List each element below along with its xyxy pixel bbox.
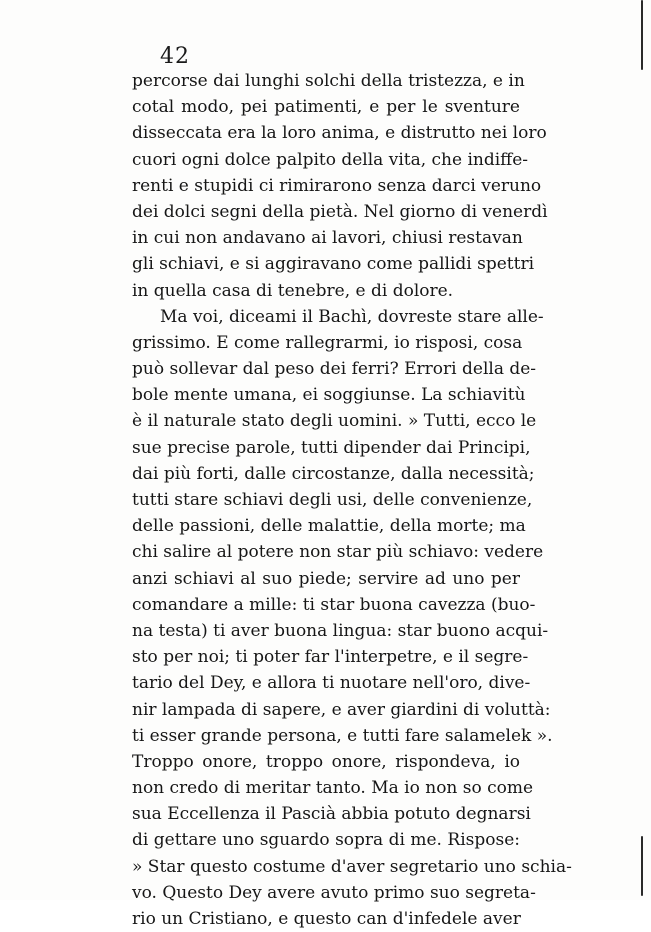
text-line: delle passioni, delle malattie, della morte; ma: [132, 516, 526, 537]
body-text: [132, 68, 572, 932]
text-line: ti esser grande persona, e tutti fare salamelek ».: [132, 725, 553, 746]
text-line: tario del Dey, e allora ti nuotare nell'oro, dive-: [132, 673, 531, 694]
text-line: cuori ogni dolce palpito della vita, che indiffe-: [132, 149, 529, 170]
text-line: rio un Cristiano, e questo can d'infedele aver: [132, 909, 521, 929]
text-line: comandare a mille: ti star buona cavezza (buo-: [132, 594, 536, 615]
text-line: anzi schiavi al suo piede; servire ad uno per: [132, 568, 520, 589]
text-line: gli schiavi, e si aggiravano come pallidi spettri: [132, 254, 535, 275]
text-line: non credo di meritar tanto. Ma io non so come: [132, 778, 534, 799]
text-line: grissimo. E come rallegrarmi, io risposi, cosa: [132, 332, 523, 353]
text-line: percorse dai lunghi solchi della tristezza, e in: [132, 71, 525, 91]
text-line: in cui non andavano ai lavori, chiusi restavan: [132, 228, 523, 249]
text-line: è il naturale stato degli uomini. » Tutti, ecco le: [132, 411, 537, 432]
page-number: 42: [160, 44, 190, 69]
text-line: sua Eccellenza il Pascià abbia potuto degnarsi: [132, 804, 531, 825]
text-line: sue precise parole, tutti dipender dai Principi,: [132, 437, 531, 458]
text-line: na testa) ti aver buona lingua: star buono acqui-: [132, 620, 549, 641]
text-line: in quella casa di tenebre, e di dolore.: [132, 280, 454, 301]
text-line: Troppo onore, troppo onore, rispondeva, io: [132, 751, 520, 772]
text-line: sto per noi; ti poter far l'interpetre, e il segre-: [132, 647, 529, 668]
text-line: nir lampada di sapere, e aver giardini di voluttà:: [132, 699, 551, 720]
text-line: bole mente umana, ei soggiunse. La schiavitù: [132, 385, 526, 406]
page-edge-mark: [641, 0, 643, 70]
text-line: può sollevar dal peso dei ferri? Errori della de-: [132, 359, 537, 380]
text-line: Ma voi, diceami il Bachì, dovreste stare alle-: [160, 306, 544, 327]
text-line: renti e stupidi ci rimirarono senza darci veruno: [132, 175, 542, 196]
text-line: cotal modo, pei patimenti, e per le sventure: [132, 97, 520, 118]
text-line: » Star questo costume d'aver segretario uno schia-: [132, 856, 572, 877]
text-line: vo. Questo Dey avere avuto primo suo segreta-: [132, 882, 536, 903]
text-line: di gettare uno sguardo sopra di me. Rispose:: [132, 830, 520, 851]
text-line: dai più forti, dalle circostanze, dalla necessità;: [132, 463, 535, 484]
page-edge-mark: [641, 836, 643, 896]
text-line: dei dolci segni della pietà. Nel giorno di venerdì: [132, 201, 548, 222]
text-line: chi salire al potere non star più schiavo: vedere: [132, 542, 544, 563]
text-line: tutti stare schiavi degli usi, delle convenienze,: [132, 490, 533, 510]
text-line: disseccata era la loro anima, e distrutto nei loro: [132, 123, 547, 144]
